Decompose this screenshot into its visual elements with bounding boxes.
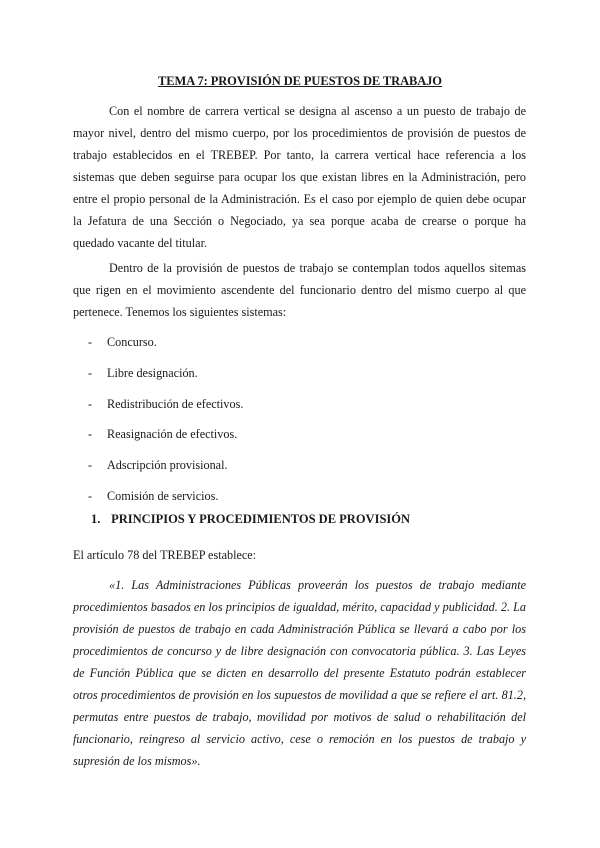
list-item bbox=[88, 454, 508, 485]
paragraph-carrera-vertical: Con el nombre de carrera vertical se designa al ascenso a un puesto de trabajo de mayor nivel, dentro del mismo cuerpo, por los procedimientos de provisión de puestos de trabajo establecidos en el TREBEP. Por tanto, la carrera vertical hace referencia a los sistemas que deben seguirse para ocupar los que existan libres en la Administración, pero entre el propio personal de la Administración. Es el caso por ejemplo de quien debe ocupar la Jefatura de una Sección o Negociado, ya sea porque acaba de crearse o porque ha quedado vacante del titular. bbox=[73, 104, 526, 250]
list-item-text: Libre designación. bbox=[107, 365, 198, 380]
list-item-text: Concurso. bbox=[107, 335, 157, 349]
list-item-text: Comisión de servicios. bbox=[107, 488, 219, 503]
list-dash: - bbox=[88, 396, 93, 411]
list-item bbox=[88, 393, 508, 424]
list-dash: - bbox=[88, 365, 93, 380]
section-heading bbox=[91, 512, 410, 527]
list-item-text: Reasignación de efectivos. bbox=[107, 427, 238, 442]
list-item bbox=[88, 423, 508, 454]
list-item bbox=[88, 331, 508, 362]
list-dash: - bbox=[88, 335, 93, 349]
article-quote: «1. Las Administraciones Públicas proveerán los puestos de trabajo mediante procedimientos basados en los principios de igualdad, mérito, capacidad y publicidad. 2. La provisión de puestos de trabajo en cada Administración Pública se llevará a cabo por los procedimientos de concurso y de libre designación con convocatoria pública. 3. Las Leyes de Función Pública que se dicten en desarrollo del presente Estatuto podrán establecer otros procedimientos de provisión en los supuestos de movilidad a que se refiere el art. 81.2, permutas entre puestos de trabajo, movilidad por motivos de salud o rehabilitación del funcionario, reingreso al servicio activo, cese o remoción en los puestos de trabajo y supresión de los mismos». bbox=[73, 578, 526, 768]
list-dash: - bbox=[88, 488, 93, 503]
list-item-text: Adscripción provisional. bbox=[107, 458, 228, 473]
list-dash: - bbox=[88, 458, 93, 473]
page-title: TEMA 7: PROVISIÓN DE PUESTOS DE TRABAJO bbox=[158, 74, 442, 88]
section-title: PRINCIPIOS Y PROCEDIMIENTOS DE PROVISIÓN bbox=[111, 512, 411, 526]
list-item-text: Redistribución de efectivos. bbox=[107, 396, 244, 411]
section-number: 1. bbox=[91, 512, 101, 526]
intro-text: El artículo 78 del TREBEP establece: bbox=[73, 548, 257, 562]
paragraph-provision: Dentro de la provisión de puestos de trabajo se contemplan todos aquellos sitemas que rigen en el movimiento ascendente del funcionario dentro del mismo cuerpo al que pertenece. Tenemos los siguientes sistemas: bbox=[73, 261, 526, 319]
list-item bbox=[88, 362, 508, 393]
list-dash: - bbox=[88, 427, 93, 442]
systems-list bbox=[88, 331, 508, 516]
